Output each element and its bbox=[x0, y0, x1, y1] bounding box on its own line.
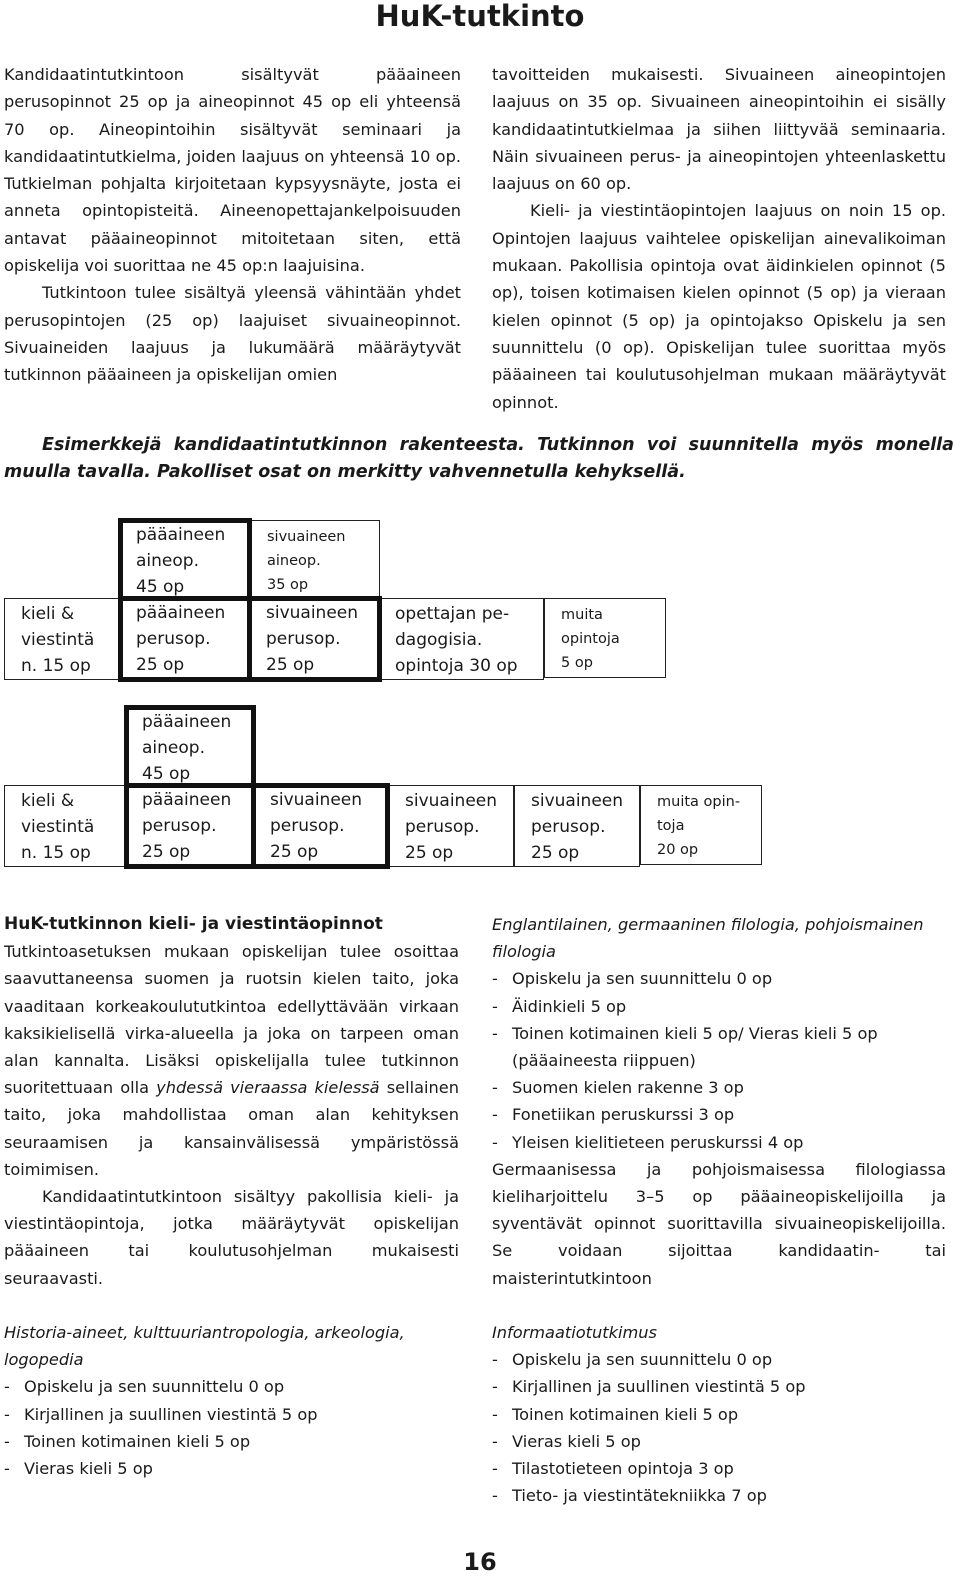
list-item: - Suomen kielen rakenne 3 op bbox=[492, 1078, 744, 1098]
intro-paragraph: Tutkintoon tulee sisältyä yleensä vähintään yhdet perusopintojen (25 op) laajuiset sivuaineopinnot. Sivuaineiden laajuus ja lukumäärä määräytyvät tutkinnon pääaineen ja opiskelijan omien bbox=[4, 283, 461, 385]
other-studies-box: muita opintoja 5 op bbox=[544, 598, 666, 678]
list-item: - Toinen kotimainen kieli 5 op bbox=[492, 1404, 739, 1424]
list-item: - Kirjallinen ja suullinen viestintä 5 op bbox=[492, 1377, 806, 1397]
pedagogical-studies-box: opettajan pe- dagogisia. opintoja 30 op bbox=[380, 598, 544, 680]
language-studies-box: kieli & viestintä n. 15 op bbox=[4, 598, 120, 680]
mandatory-frame bbox=[118, 596, 382, 682]
major-advanced-box: pääaineen aineop. 45 op bbox=[142, 712, 232, 784]
list-item: - Opiskelu ja sen suunnittelu 0 op bbox=[492, 969, 773, 989]
intro-paragraph: Kandidaatintutkintoon sisältyvät pääaineen perusopinnot 25 op ja aineopinnot 45 op eli yhteensä 70 op. Aineopintoihin sisältyvät seminaari ja kandidaatintutkielma, joiden laajuus on yhteensä 10 op. Tutkielman pohjalta kirjoitetaan kypsyysnäyte, josta ei anneta opintopisteitä. Aineenopettajankelpoisuuden antavat pääaineopinnot mitoitetaan siten, että opiskelija voi suorittaa ne 45 op:n laajuisina. bbox=[4, 65, 461, 276]
section-text: Kandidaatintutkintoon sisältyy pakollisia kieli- ja viestintäopintoja, jotka määräytyvät opiskelijan pääaineen tai koulutusohjelman mukaisesti seuraavasti. bbox=[4, 1187, 459, 1288]
diagram-caption: Esimerkkejä kandidaatintutkinnon rakenteesta. Tutkinnon voi suunnitella myös monella muulla tavalla. Pakolliset osat on merkitty vahvennetulla kehyksellä. bbox=[4, 435, 954, 482]
section-text: sellainen taito, joka mahdollistaa oman alan kehityksen seuraamisen ja kansainvälisessä ympäristössä toimimisen. bbox=[4, 1078, 459, 1179]
intro-left-column bbox=[4, 61, 461, 389]
major-basic-box: pääaineen perusop. 25 op bbox=[142, 790, 232, 862]
list-item: - Vieras kieli 5 op bbox=[492, 1431, 641, 1451]
other-studies-box: muita opin- toja 20 op bbox=[640, 785, 762, 865]
list-item: - Äidinkieli 5 op bbox=[492, 996, 627, 1016]
section-text: Tutkintoasetuksen mukaan opiskelijan tulee osoittaa saavuttaneensa suomen ja ruotsin kielen taito, joka vaaditaan korkeakoulututkintoa edellyttävään virkaan kaksikielisellä virka-alueella ja joka on tarpeen oman alan kannalta. Lisäksi opiskelijalla tulee tutkinnon suoritettuaan olla bbox=[4, 942, 459, 1098]
list-item: - Tilastotieteen opintoja 3 op bbox=[492, 1459, 734, 1479]
list-item: - Tieto- ja viestintätekniikka 7 op bbox=[492, 1486, 767, 1506]
historia-section bbox=[4, 1319, 459, 1482]
major-advanced-box: pääaineen aineop. 45 op bbox=[136, 525, 226, 597]
informaatio-section bbox=[492, 1319, 946, 1509]
list-item: - Toinen kotimainen kieli 5 op/ Vieras kieli 5 op (pääaineesta riippuen) bbox=[492, 1023, 878, 1071]
section-text-emphasis: yhdessä vieraassa kielessä bbox=[156, 1078, 380, 1098]
language-studies-box: kieli & viestintä n. 15 op bbox=[4, 785, 128, 867]
list-item: - Yleisen kielitieteen peruskurssi 4 op bbox=[492, 1132, 804, 1152]
section-text: Germaanisessa ja pohjoismaisessa filologiassa kieliharjoittelu 3–5 op pääaineopiskelijoilla ja syventävät opinnot suorittavilla sivuaineopiskelijoilla. Se voidaan sijoittaa kandidaatin- tai maisterintutkintoon bbox=[492, 1159, 946, 1288]
list-item: - Toinen kotimainen kieli 5 op bbox=[4, 1431, 251, 1451]
major-basic-box: pääaineen perusop. 25 op bbox=[136, 603, 226, 675]
list-item: - Kirjallinen ja suullinen viestintä 5 op bbox=[4, 1404, 318, 1424]
page-title: HuK-tutkinto bbox=[375, 0, 585, 33]
minor-basic-box: sivuaineen perusop. 25 op bbox=[266, 603, 359, 675]
minor-advanced-box: sivuaineen aineop. 35 op bbox=[250, 520, 380, 598]
minor-basic-box: sivuaineen perusop. 25 op bbox=[388, 785, 514, 867]
filologia-section bbox=[492, 911, 946, 1292]
subject-heading: Informaatiotutkimus bbox=[492, 1323, 657, 1342]
minor-basic-box: sivuaineen perusop. 25 op bbox=[270, 790, 363, 862]
language-requirements-section bbox=[4, 911, 459, 1292]
list-item: - Vieras kieli 5 op bbox=[4, 1459, 153, 1479]
intro-paragraph: tavoitteiden mukaisesti. Sivuaineen aineopintojen laajuus on 35 op. Sivuaineen aineopintoihin ei sisälly kandidaatintutkielmaa ja siihen liittyvää seminaaria. Näin sivuaineen perus- ja aineopintojen yhteenlaskettu laajuus on 60 op. bbox=[492, 65, 946, 194]
section-heading: HuK-tutkinnon kieli- ja viestintäopinnot bbox=[4, 914, 383, 934]
intro-right-column bbox=[492, 61, 946, 416]
list-item: - Fonetiikan peruskurssi 3 op bbox=[492, 1105, 735, 1125]
list-item: - Opiskelu ja sen suunnittelu 0 op bbox=[492, 1350, 773, 1370]
list-item: - Opiskelu ja sen suunnittelu 0 op bbox=[4, 1377, 285, 1397]
subject-heading: Historia-aineet, kulttuuriantropologia, arkeologia, logopedia bbox=[4, 1323, 405, 1370]
mandatory-frame bbox=[124, 783, 390, 869]
subject-heading: Englantilainen, germaaninen filologia, pohjoismainen filologia bbox=[492, 915, 924, 962]
page-number: 16 bbox=[463, 1548, 497, 1576]
minor-basic-box: sivuaineen perusop. 25 op bbox=[514, 785, 640, 867]
intro-paragraph: Kieli- ja viestintäopintojen laajuus on noin 15 op. Opintojen laajuus vaihtelee opiskelijan ainevalikoiman mukaan. Pakollisia opintoja ovat äidinkielen opinnot (5 op), toisen kotimaisen kielen opinnot (5 op) ja vieraan kielen opinnot (5 op) ja opintojakso Opiskelu ja sen suunnittelu (0 op). Opiskelijan tulee suorittaa myös pääaineen tai koulutusohjelman mukaan määräytyvät opinnot. bbox=[492, 201, 946, 412]
